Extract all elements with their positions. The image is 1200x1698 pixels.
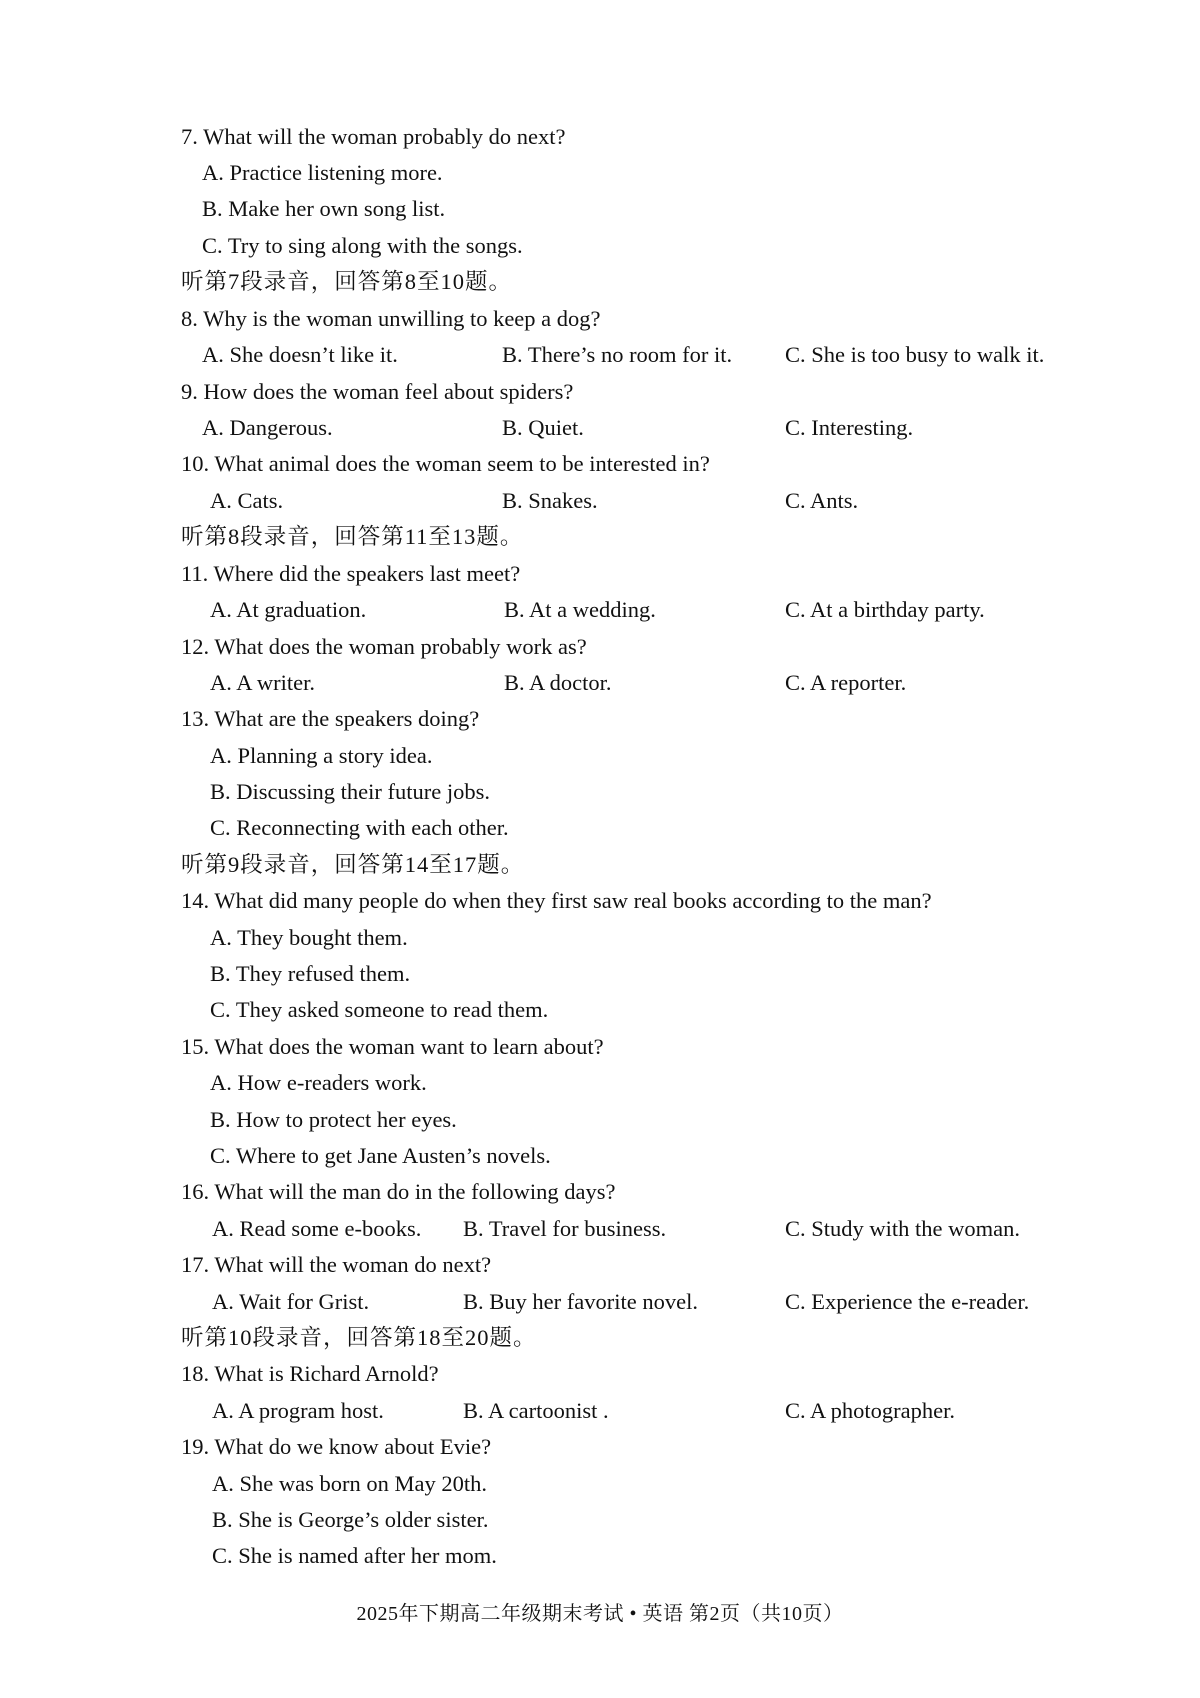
section-heading-10: 听第10段录音，回答第18至20题。 xyxy=(181,1325,537,1350)
question-9-option-a: A. Dangerous. xyxy=(202,415,333,440)
question-16-option-c: C. Study with the woman. xyxy=(785,1216,1020,1241)
question-8-option-a: A. She doesn’t like it. xyxy=(202,342,398,367)
question-10-option-c: C. Ants. xyxy=(785,488,859,513)
question-16-option-a: A. Read some e-books. xyxy=(212,1216,422,1241)
question-15-stem: 15. What does the woman want to learn about? xyxy=(181,1034,604,1059)
question-7-option-c: C. Try to sing along with the songs. xyxy=(202,233,523,258)
question-15-option-b: B. How to protect her eyes. xyxy=(210,1107,457,1132)
question-7-stem: 7. What will the woman probably do next? xyxy=(181,124,566,149)
section-heading-8: 听第8段录音，回答第11至13题。 xyxy=(181,524,524,549)
question-10-option-b: B. Snakes. xyxy=(502,488,598,513)
question-12-option-a: A. A writer. xyxy=(210,670,315,695)
question-10-stem: 10. What animal does the woman seem to be interested in? xyxy=(181,451,710,476)
question-15-option-a: A. How e-readers work. xyxy=(210,1070,427,1095)
question-17-option-b: B. Buy her favorite novel. xyxy=(463,1289,698,1314)
question-8-option-b: B. There’s no room for it. xyxy=(502,342,733,367)
question-12-option-c: C. A reporter. xyxy=(785,670,907,695)
question-10-option-a: A. Cats. xyxy=(210,488,284,513)
question-15-option-c: C. Where to get Jane Austen’s novels. xyxy=(210,1143,551,1168)
question-16-stem: 16. What will the man do in the following days? xyxy=(181,1179,616,1204)
question-7-option-b: B. Make her own song list. xyxy=(202,196,446,221)
question-17-stem: 17. What will the woman do next? xyxy=(181,1252,492,1277)
question-14-option-b: B. They refused them. xyxy=(210,961,411,986)
question-18-option-a: A. A program host. xyxy=(212,1398,384,1423)
question-14-option-a: A. They bought them. xyxy=(210,925,408,950)
question-7-option-a: A. Practice listening more. xyxy=(202,160,443,185)
question-8-option-c: C. She is too busy to walk it. xyxy=(785,342,1045,367)
page-footer: 2025年下期高二年级期末考试 • 英语 第2页（共10页） xyxy=(356,1603,844,1625)
section-heading-9: 听第9段录音，回答第14至17题。 xyxy=(181,852,525,877)
question-12-option-b: B. A doctor. xyxy=(504,670,612,695)
question-17-option-a: A. Wait for Grist. xyxy=(212,1289,370,1314)
question-8-stem: 8. Why is the woman unwilling to keep a dog? xyxy=(181,306,601,331)
question-13-stem: 13. What are the speakers doing? xyxy=(181,706,480,731)
question-13-option-c: C. Reconnecting with each other. xyxy=(210,815,509,840)
question-11-option-c: C. At a birthday party. xyxy=(785,597,985,622)
question-19-stem: 19. What do we know about Evie? xyxy=(181,1434,492,1459)
question-14-stem: 14. What did many people do when they first saw real books according to the man? xyxy=(181,888,932,913)
question-13-option-b: B. Discussing their future jobs. xyxy=(210,779,490,804)
question-19-option-b: B. She is George’s older sister. xyxy=(212,1507,489,1532)
question-18-option-c: C. A photographer. xyxy=(785,1398,955,1423)
question-13-option-a: A. Planning a story idea. xyxy=(210,743,433,768)
section-heading-7: 听第7段录音，回答第8至10题。 xyxy=(181,269,513,294)
question-18-option-b: B. A cartoonist . xyxy=(463,1398,609,1423)
question-18-stem: 18. What is Richard Arnold? xyxy=(181,1361,439,1386)
question-12-stem: 12. What does the woman probably work as? xyxy=(181,634,587,659)
question-19-option-a: A. She was born on May 20th. xyxy=(212,1471,487,1496)
question-14-option-c: C. They asked someone to read them. xyxy=(210,997,549,1022)
question-9-option-b: B. Quiet. xyxy=(502,415,584,440)
question-19-option-c: C. She is named after her mom. xyxy=(212,1543,497,1568)
question-16-option-b: B. Travel for business. xyxy=(463,1216,667,1241)
question-11-option-a: A. At graduation. xyxy=(210,597,367,622)
question-17-option-c: C. Experience the e-reader. xyxy=(785,1289,1030,1314)
question-9-stem: 9. How does the woman feel about spiders? xyxy=(181,379,574,404)
question-11-stem: 11. Where did the speakers last meet? xyxy=(181,561,521,586)
question-11-option-b: B. At a wedding. xyxy=(504,597,656,622)
question-9-option-c: C. Interesting. xyxy=(785,415,914,440)
